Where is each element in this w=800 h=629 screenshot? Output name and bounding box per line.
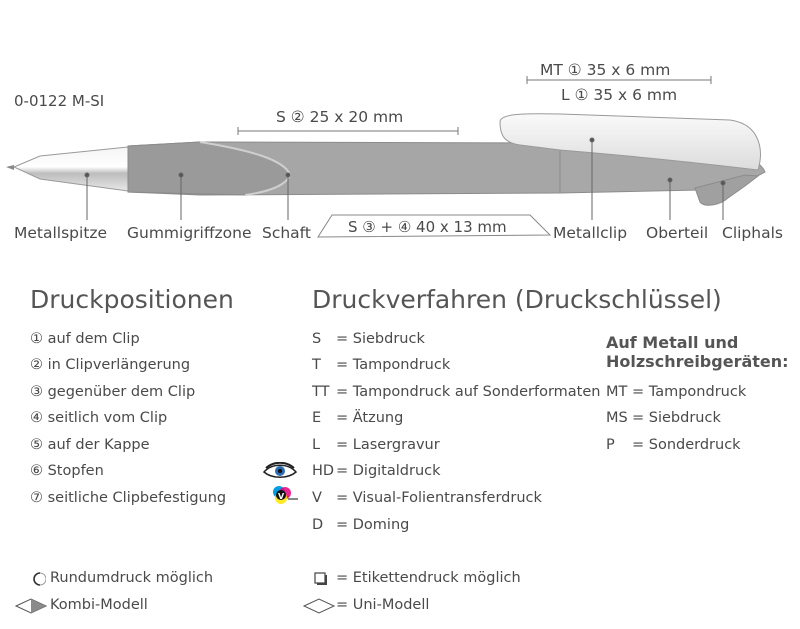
method-code: S	[312, 331, 322, 347]
method-label: = Siebdruck	[336, 331, 425, 347]
metal-code: MS	[606, 410, 628, 426]
metal-code: P	[606, 437, 615, 453]
label-oberteil: Oberteil	[646, 224, 709, 242]
legend-etikett: = Etikettendruck möglich	[336, 570, 521, 586]
position-item: ③ gegenüber dem Clip	[30, 384, 196, 400]
position-item: ⑥ Stopfen	[30, 463, 104, 479]
dim-l: L ① 35 x 6 mm	[561, 86, 678, 104]
metal-title-line1: Auf Metall und	[606, 333, 739, 352]
svg-text:V: V	[278, 492, 285, 501]
method-label: = Ätzung	[336, 410, 404, 426]
kombi-icon	[14, 597, 48, 615]
legend-kombi: Kombi-Modell	[50, 597, 148, 613]
etikett-icon	[313, 571, 329, 587]
position-item: ⑦ seitliche Clipbefestigung	[30, 490, 227, 506]
method-code: TT	[312, 384, 330, 400]
method-label: = Lasergravur	[336, 437, 440, 453]
position-item: ② in Clipverlängerung	[30, 357, 191, 373]
legend-rundum: Rundumdruck möglich	[50, 570, 214, 586]
position-item: ④ seitlich vom Clip	[30, 410, 168, 426]
method-code: D	[312, 517, 324, 533]
article-number: 0-0122 M-SI	[14, 92, 105, 110]
method-label: = Tampondruck auf Sonderformaten	[336, 384, 601, 400]
position-item: ① auf dem Clip	[30, 331, 140, 347]
method-code: T	[312, 357, 321, 373]
label-metallclip: Metallclip	[553, 224, 628, 242]
label-gummigriffzone: Gummigriffzone	[127, 224, 252, 242]
dim-mt: MT ① 35 x 6 mm	[540, 61, 671, 79]
dim-s34: S ③ + ④ 40 x 13 mm	[348, 218, 507, 236]
method-code: E	[312, 410, 322, 426]
metal-label: = Sonderdruck	[632, 437, 741, 453]
positions-title: Druckpositionen	[30, 285, 234, 314]
label-schaft: Schaft	[262, 224, 311, 242]
methods-title: Druckverfahren (Druckschlüssel)	[312, 285, 722, 314]
metal-tip	[6, 147, 128, 191]
method-label: = Visual-Folientransferdruck	[336, 490, 542, 506]
metal-label: = Siebdruck	[632, 410, 721, 426]
label-cliphals: Cliphals	[722, 224, 783, 242]
label-metallspitze: Metallspitze	[14, 224, 108, 242]
visual-logo-icon	[270, 484, 300, 510]
metal-label: = Tampondruck	[632, 384, 747, 400]
metal-title-line2: Holzschreibgeräten:	[606, 352, 789, 371]
method-label: = Digitaldruck	[336, 463, 441, 479]
method-label: = Doming	[336, 517, 410, 533]
method-code: L	[312, 437, 321, 453]
method-label: = Tampondruck	[336, 357, 451, 373]
eye-icon	[262, 462, 298, 482]
metal-code: MT	[606, 384, 628, 400]
method-code: HD	[312, 463, 335, 479]
dim-s2: S ② 25 x 20 mm	[276, 108, 404, 126]
uni-icon	[302, 597, 336, 615]
position-item: ⑤ auf der Kappe	[30, 437, 150, 453]
legend-uni: = Uni-Modell	[336, 597, 430, 613]
method-code: V	[312, 490, 322, 506]
rundum-icon	[30, 571, 46, 587]
